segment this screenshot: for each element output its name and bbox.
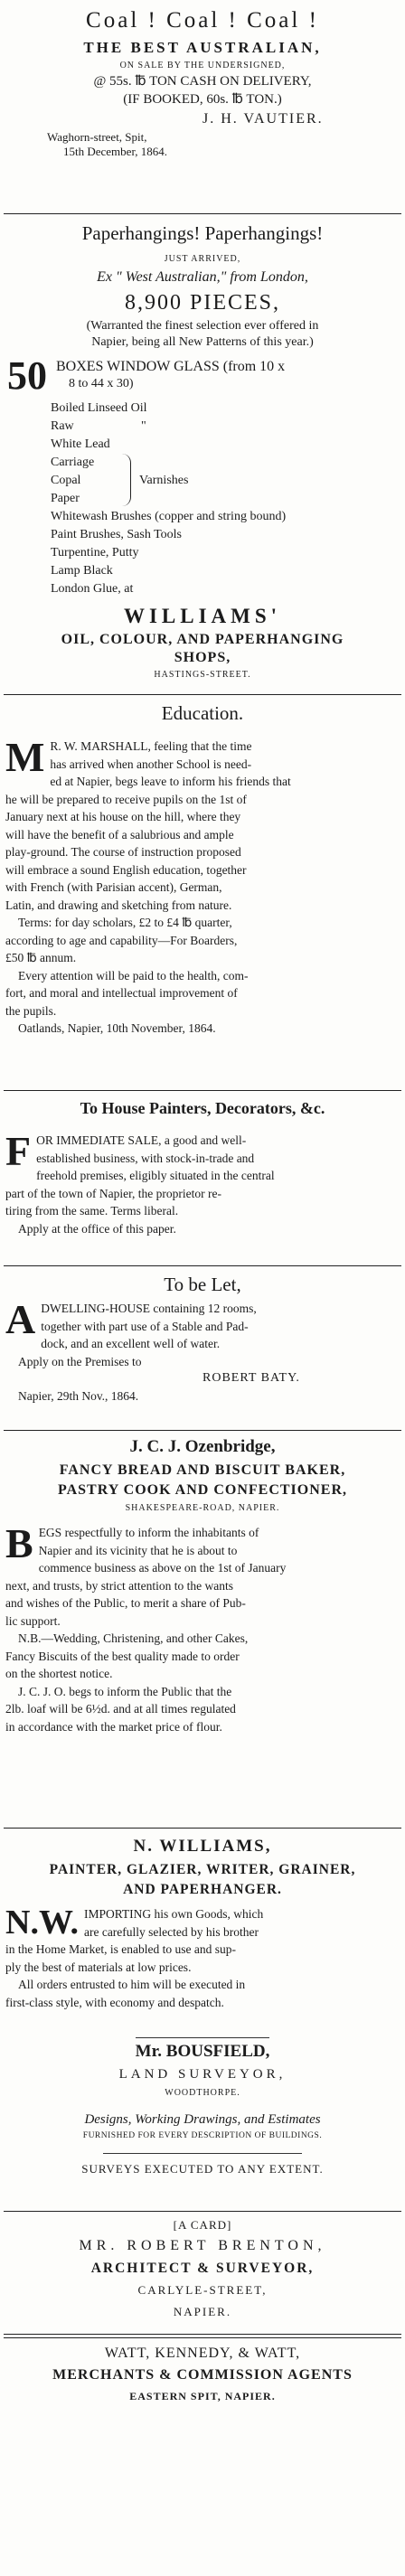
watt-firm-name: WATT, KENNEDY, & WATT, xyxy=(104,2346,301,2361)
divider xyxy=(4,694,401,695)
body-line: he will be prepared to receive pupils on the 1st of xyxy=(5,792,247,806)
drop-cap: A xyxy=(5,1296,36,1342)
bousfield-title: Mr. BOUSFIELD, xyxy=(135,2042,270,2061)
goods-list xyxy=(5,400,400,508)
brenton-town: NAPIER. xyxy=(173,2305,232,2318)
goods-item: London Glue, at xyxy=(51,582,134,596)
paperhangings-advertisement xyxy=(0,219,405,683)
divider xyxy=(103,2153,302,2154)
body-line: will embrace a sound English education, together xyxy=(5,862,247,877)
warranted-line-2: Napier, being all New Patterns of this year.) xyxy=(91,335,314,349)
coal-date: 15th December, 1864. xyxy=(63,145,168,158)
coal-advertisement xyxy=(0,5,405,159)
bousfield-surveys: SURVEYS EXECUTED TO ANY EXTENT. xyxy=(81,2162,324,2176)
body-line: J. C. J. O. begs to inform the Public that the xyxy=(18,1684,232,1698)
body-line: £50 ℔ annum. xyxy=(5,951,77,964)
education-signoff: Oatlands, Napier, 10th November, 1864. xyxy=(18,1021,216,1035)
glass-line-1: BOXES WINDOW GLASS (from 10 x xyxy=(56,359,286,374)
n-williams-advertisement xyxy=(0,1833,405,2011)
body-line: Fancy Biscuits of the best quality made to order xyxy=(5,1649,240,1663)
brenton-profession: ARCHITECT & SURVEYOR, xyxy=(90,2261,315,2276)
body-line: Napier and its vicinity that he is about to xyxy=(38,1543,238,1557)
body-line: has arrived when another School is need- xyxy=(50,757,252,771)
baker-advertisement xyxy=(0,1434,405,1735)
education-title: Education. xyxy=(161,702,244,724)
education-body xyxy=(5,734,400,1038)
body-line: on the shortest notice. xyxy=(5,1667,113,1680)
shop-line-1: OIL, COLOUR, AND PAPERHANGING xyxy=(61,632,344,647)
brenton-card xyxy=(0,2216,405,2323)
body-line: Terms: for day scholars, £2 to £4 ℔ quarter, xyxy=(18,916,232,929)
body-line: will have the benefit of a salubrious and ample xyxy=(5,827,234,841)
body-line: next, and trusts, by strict attention to the wants xyxy=(5,1578,233,1593)
pieces-count: 8,900 PIECES, xyxy=(124,291,280,315)
let-contact-name: ROBERT BATY. xyxy=(202,1371,300,1385)
baker-body xyxy=(5,1520,400,1735)
goods-item: Paint Brushes, Sash Tools xyxy=(51,528,182,541)
divider xyxy=(4,213,401,214)
body-line: fort, and moral and intellectual improvement of xyxy=(5,986,238,1000)
drop-cap: B xyxy=(5,1520,33,1566)
body-line: All orders entrusted to him will be executed in xyxy=(18,1978,246,1991)
glass-line-2: 8 to 44 x 30) xyxy=(69,377,134,390)
painters-title: To House Painters, Decorators, &c. xyxy=(80,1099,325,1117)
let-date: Napier, 29th Nov., 1864. xyxy=(18,1389,139,1403)
body-line: tiring from the same. Terms liberal. xyxy=(5,1204,179,1217)
n-williams-body xyxy=(5,1905,400,2011)
bousfield-profession: LAND SURVEYOR, xyxy=(118,2067,287,2082)
goods-item: Whitewash Brushes (copper and string bound) xyxy=(51,510,287,523)
n-williams-trade-line-2: AND PAPERHANGER. xyxy=(123,1882,282,1897)
coal-heading: THE BEST AUSTRALIAN, xyxy=(83,39,322,56)
drop-cap: N.W. xyxy=(5,1904,79,1941)
brenton-name: MR. ROBERT BRENTON, xyxy=(79,2238,326,2253)
body-line: are carefully selected by his brother xyxy=(83,1924,259,1939)
body-line: together with part use of a Stable and Pad- xyxy=(41,1319,249,1333)
just-arrived: JUST ARRIVED, xyxy=(164,254,241,264)
let-body xyxy=(5,1296,400,1370)
bousfield-advertisement xyxy=(0,2039,405,2177)
baker-trade-line-2: PASTRY COOK AND CONFECTIONER, xyxy=(57,1482,347,1498)
body-line: January next at his house on the hill, where they xyxy=(5,810,241,823)
williams-name: WILLIAMS' xyxy=(123,605,282,627)
watt-trade: MERCHANTS & COMMISSION AGENTS xyxy=(52,2367,353,2383)
goods-item: White Lead xyxy=(51,437,110,451)
body-line: ply the best of materials at low prices. xyxy=(5,1960,192,1974)
goods-item: Lamp Black xyxy=(51,564,113,578)
body-line: freehold premises, eligibly situated in the central xyxy=(36,1169,275,1182)
bousfield-designs: Designs, Working Drawings, and Estimates xyxy=(84,2112,321,2127)
goods-item: Turpentine, Putty xyxy=(51,546,139,559)
divider xyxy=(4,1265,401,1266)
baker-title: J. C. J. Ozenbridge, xyxy=(129,1437,276,1456)
shop-line-2: SHOPS, xyxy=(174,650,231,665)
goods-item: Boiled Linseed Oil xyxy=(51,401,147,415)
goods-item: Copal xyxy=(51,474,81,487)
baker-address: SHAKESPEARE-ROAD, NAPIER. xyxy=(125,1503,280,1513)
body-line: according to age and capability—For Boarders, xyxy=(5,933,238,947)
card-label: [A CARD] xyxy=(173,2218,232,2232)
let-title: To be Let, xyxy=(164,1274,241,1295)
coal-address: Waghorn-street, Spit, xyxy=(47,130,147,144)
body-line: first-class style, with economy and despatch. xyxy=(5,1995,224,2009)
goods-item: Raw xyxy=(51,419,74,433)
coal-signature: J. H. VAUTIER. xyxy=(202,111,324,127)
varnishes-label: Varnishes xyxy=(139,474,189,487)
painters-body xyxy=(5,1128,400,1237)
paperhangings-title: Paperhangings! Paperhangings! xyxy=(81,222,324,244)
brenton-street: CARLYLE-STREET, xyxy=(137,2283,268,2297)
baker-trade-line-1: FANCY BREAD AND BISCUIT BAKER, xyxy=(59,1462,346,1478)
coal-booked-price: (IF BOOKED, 60s. ℔ TON.) xyxy=(123,92,282,107)
body-line: in the Home Market, is enabled to use and sup- xyxy=(5,1942,236,1956)
divider xyxy=(4,1090,401,1091)
divider xyxy=(4,2211,401,2212)
body-line: the pupils. xyxy=(5,1003,57,1018)
body-line: commence business as above on the 1st of January xyxy=(38,1561,287,1575)
body-line: play-ground. The course of instruction proposed xyxy=(5,845,241,859)
body-line: with French (with Parisian accent), German, xyxy=(5,880,222,894)
body-line: OR IMMEDIATE SALE, a good and well- xyxy=(36,1133,247,1147)
divider xyxy=(4,1430,401,1431)
body-line: Apply on the Premises to xyxy=(18,1354,142,1368)
divider xyxy=(136,2037,269,2038)
body-line: IMPORTING his own Goods, which xyxy=(83,1907,264,1921)
glass-box-count: 50 xyxy=(7,353,47,398)
drop-cap: M xyxy=(5,734,45,780)
body-line: Every attention will be paid to the health, com- xyxy=(18,968,249,982)
bousfield-location: WOODTHORPE. xyxy=(165,2088,240,2098)
body-line: 2lb. loaf will be 6½d. and at all times regulated xyxy=(5,1702,236,1716)
coal-on-sale: ON SALE BY THE UNDERSIGNED, xyxy=(119,61,286,71)
n-williams-title: N. WILLIAMS, xyxy=(133,1837,272,1856)
goods-item: Paper xyxy=(51,492,80,505)
body-line: Apply at the office of this paper. xyxy=(18,1221,176,1236)
body-line: Latin, and drawing and sketching from nature. xyxy=(5,898,232,912)
coal-cash-price: @ 55s. ℔ TON CASH ON DELIVERY, xyxy=(93,74,312,89)
n-williams-trade-line-1: PAINTER, GLAZIER, WRITER, GRAINER, xyxy=(49,1862,356,1877)
body-line: N.B.—Wedding, Christening, and other Cakes, xyxy=(18,1631,249,1645)
warranted-line-1: (Warranted the finest selection ever offered in xyxy=(86,319,319,333)
body-line: lic support. xyxy=(5,1613,61,1628)
body-line: part of the town of Napier, the proprietor re- xyxy=(5,1186,221,1200)
brushes-list xyxy=(5,508,400,598)
coal-title: Coal ! Coal ! Coal ! xyxy=(86,8,319,33)
to-be-let-advertisement xyxy=(0,1271,405,1406)
education-advertisement xyxy=(0,700,405,1038)
divider xyxy=(4,2334,401,2338)
body-line: R. W. MARSHALL, feeling that the time xyxy=(50,739,252,753)
watt-location: EASTERN SPIT, NAPIER. xyxy=(129,2390,276,2402)
house-painters-advertisement xyxy=(0,1095,405,1237)
body-line: DWELLING-HOUSE containing 12 rooms, xyxy=(41,1302,257,1315)
window-glass-block xyxy=(5,353,400,400)
ditto-mark: " xyxy=(141,419,146,433)
body-line: EGS respectfully to inform the inhabitants of xyxy=(38,1526,259,1539)
body-line: and wishes of the Public, to merit a share of Pub- xyxy=(5,1596,246,1610)
ship-from-london: Ex " West Australian," from London, xyxy=(97,269,308,285)
goods-item: Carriage xyxy=(51,456,95,469)
shop-street: HASTINGS-STREET. xyxy=(154,670,251,680)
divider xyxy=(4,1828,401,1829)
body-line: in accordance with the market price of flour. xyxy=(5,1719,222,1734)
body-line: established business, with stock-in-trade and xyxy=(36,1151,255,1165)
bousfield-furnished: FURNISHED FOR EVERY DESCRIPTION OF BUILDINGS. xyxy=(82,2131,323,2140)
body-line: dock, and an excellent well of water. xyxy=(41,1337,221,1350)
brace-icon xyxy=(121,454,131,506)
body-line: ed at Napier, begs leave to inform his friends that xyxy=(50,775,291,788)
watt-kennedy-advertisement xyxy=(0,2343,405,2406)
drop-cap: F xyxy=(5,1128,32,1174)
